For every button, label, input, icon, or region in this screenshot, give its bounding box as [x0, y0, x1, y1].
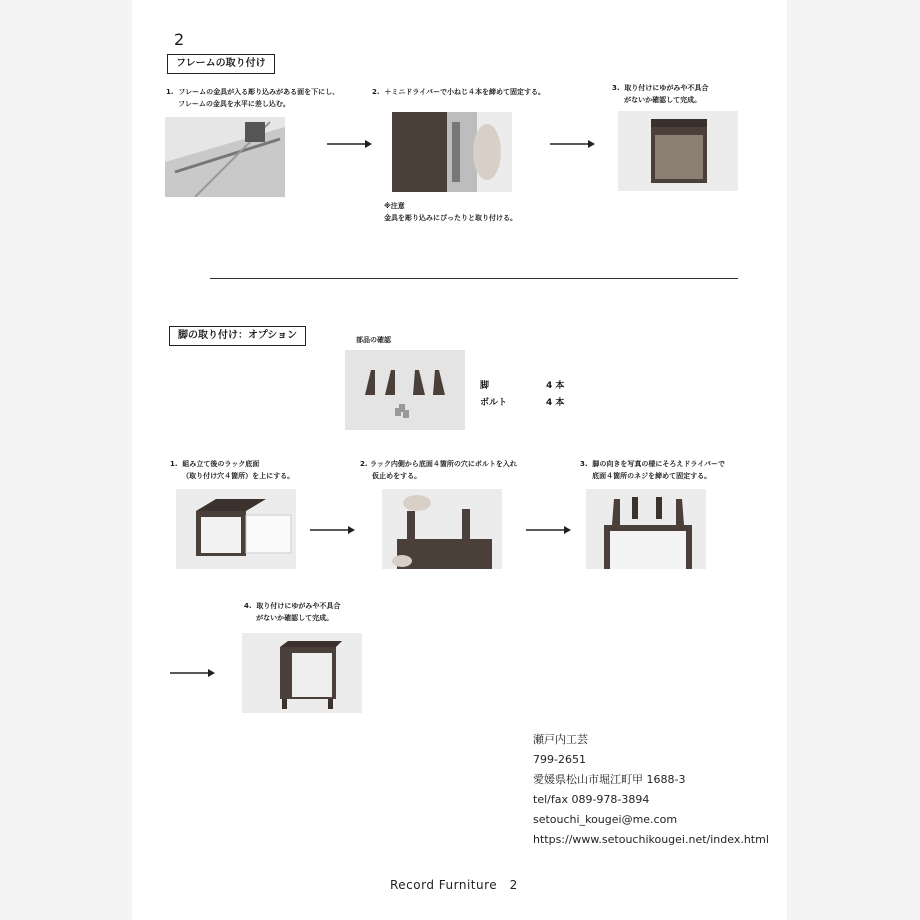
legs-step-2: 2. ラック内側から底面４箇所の穴にボルトを入れ 仮止めをする。 [360, 460, 517, 480]
legs-step-2-photo [382, 489, 502, 569]
legs-step-1: 1. 組み立て後のラック底面 （取り付け穴４箇所）を上にする。 [170, 460, 295, 480]
frame-step-1: 1. フレームの金具が入る彫り込みがある面を下にし、 フレームの金具を水平に差し込む。 [166, 88, 340, 108]
legs-step-3: 3. 脚の向きを写真の様にそろえドライバーで 底面４箇所のネジを締めて固定する。 [580, 460, 726, 480]
contact-block [533, 730, 769, 850]
frame-step-3: 3. 取り付けにゆがみや不具合 がないか確認して完成。 [612, 84, 709, 104]
tel-fax: tel/fax 089-978-3894 [533, 793, 650, 806]
frame-step-2-photo [392, 112, 512, 192]
section-title-frame: フレームの取り付け [167, 54, 275, 74]
legs-step-4: 4. 取り付けにゆがみや不具合 がないか確認して完成。 [244, 602, 341, 622]
frame-step-2: 2. ＋ミニドライバーで小ねじ４本を締めて固定する。 [372, 88, 546, 96]
legs-step-3-photo [586, 489, 706, 569]
parts-heading: 部品の確認 [356, 336, 391, 344]
frame-step-1-photo [165, 117, 285, 197]
parts-photo [345, 350, 465, 430]
footer: Record Furniture 2 [390, 878, 518, 892]
legs-step-1-photo [176, 489, 296, 569]
section-title-legs: 脚の取り付け：オプション [169, 326, 306, 346]
postal-code: 799-2651 [533, 753, 586, 766]
company-name: 瀬戸内工芸 [533, 733, 588, 746]
address: 愛媛県松山市堀江町甲 1688-3 [533, 773, 686, 786]
arrow-icon [550, 138, 595, 150]
arrow-icon [526, 524, 571, 536]
section-divider [210, 278, 738, 279]
frame-step-3-photo [618, 111, 738, 191]
arrow-icon [310, 524, 355, 536]
frame-note: ※注意 金具を彫り込みにぴったりと取り付ける。 [384, 202, 517, 222]
part-qty-legs: 4 本 [546, 381, 565, 391]
page-number: 2 [174, 30, 185, 49]
part-name-legs: 脚 [480, 381, 490, 391]
website-url: https://www.setouchikougei.net/index.html [533, 833, 769, 846]
email: setouchi_kougei@me.com [533, 813, 678, 826]
part-name-bolts: ボルト [480, 398, 508, 408]
legs-step-4-photo [242, 633, 362, 713]
part-qty-bolts: 4 本 [546, 398, 565, 408]
arrow-icon [327, 138, 372, 150]
arrow-icon [170, 667, 215, 679]
